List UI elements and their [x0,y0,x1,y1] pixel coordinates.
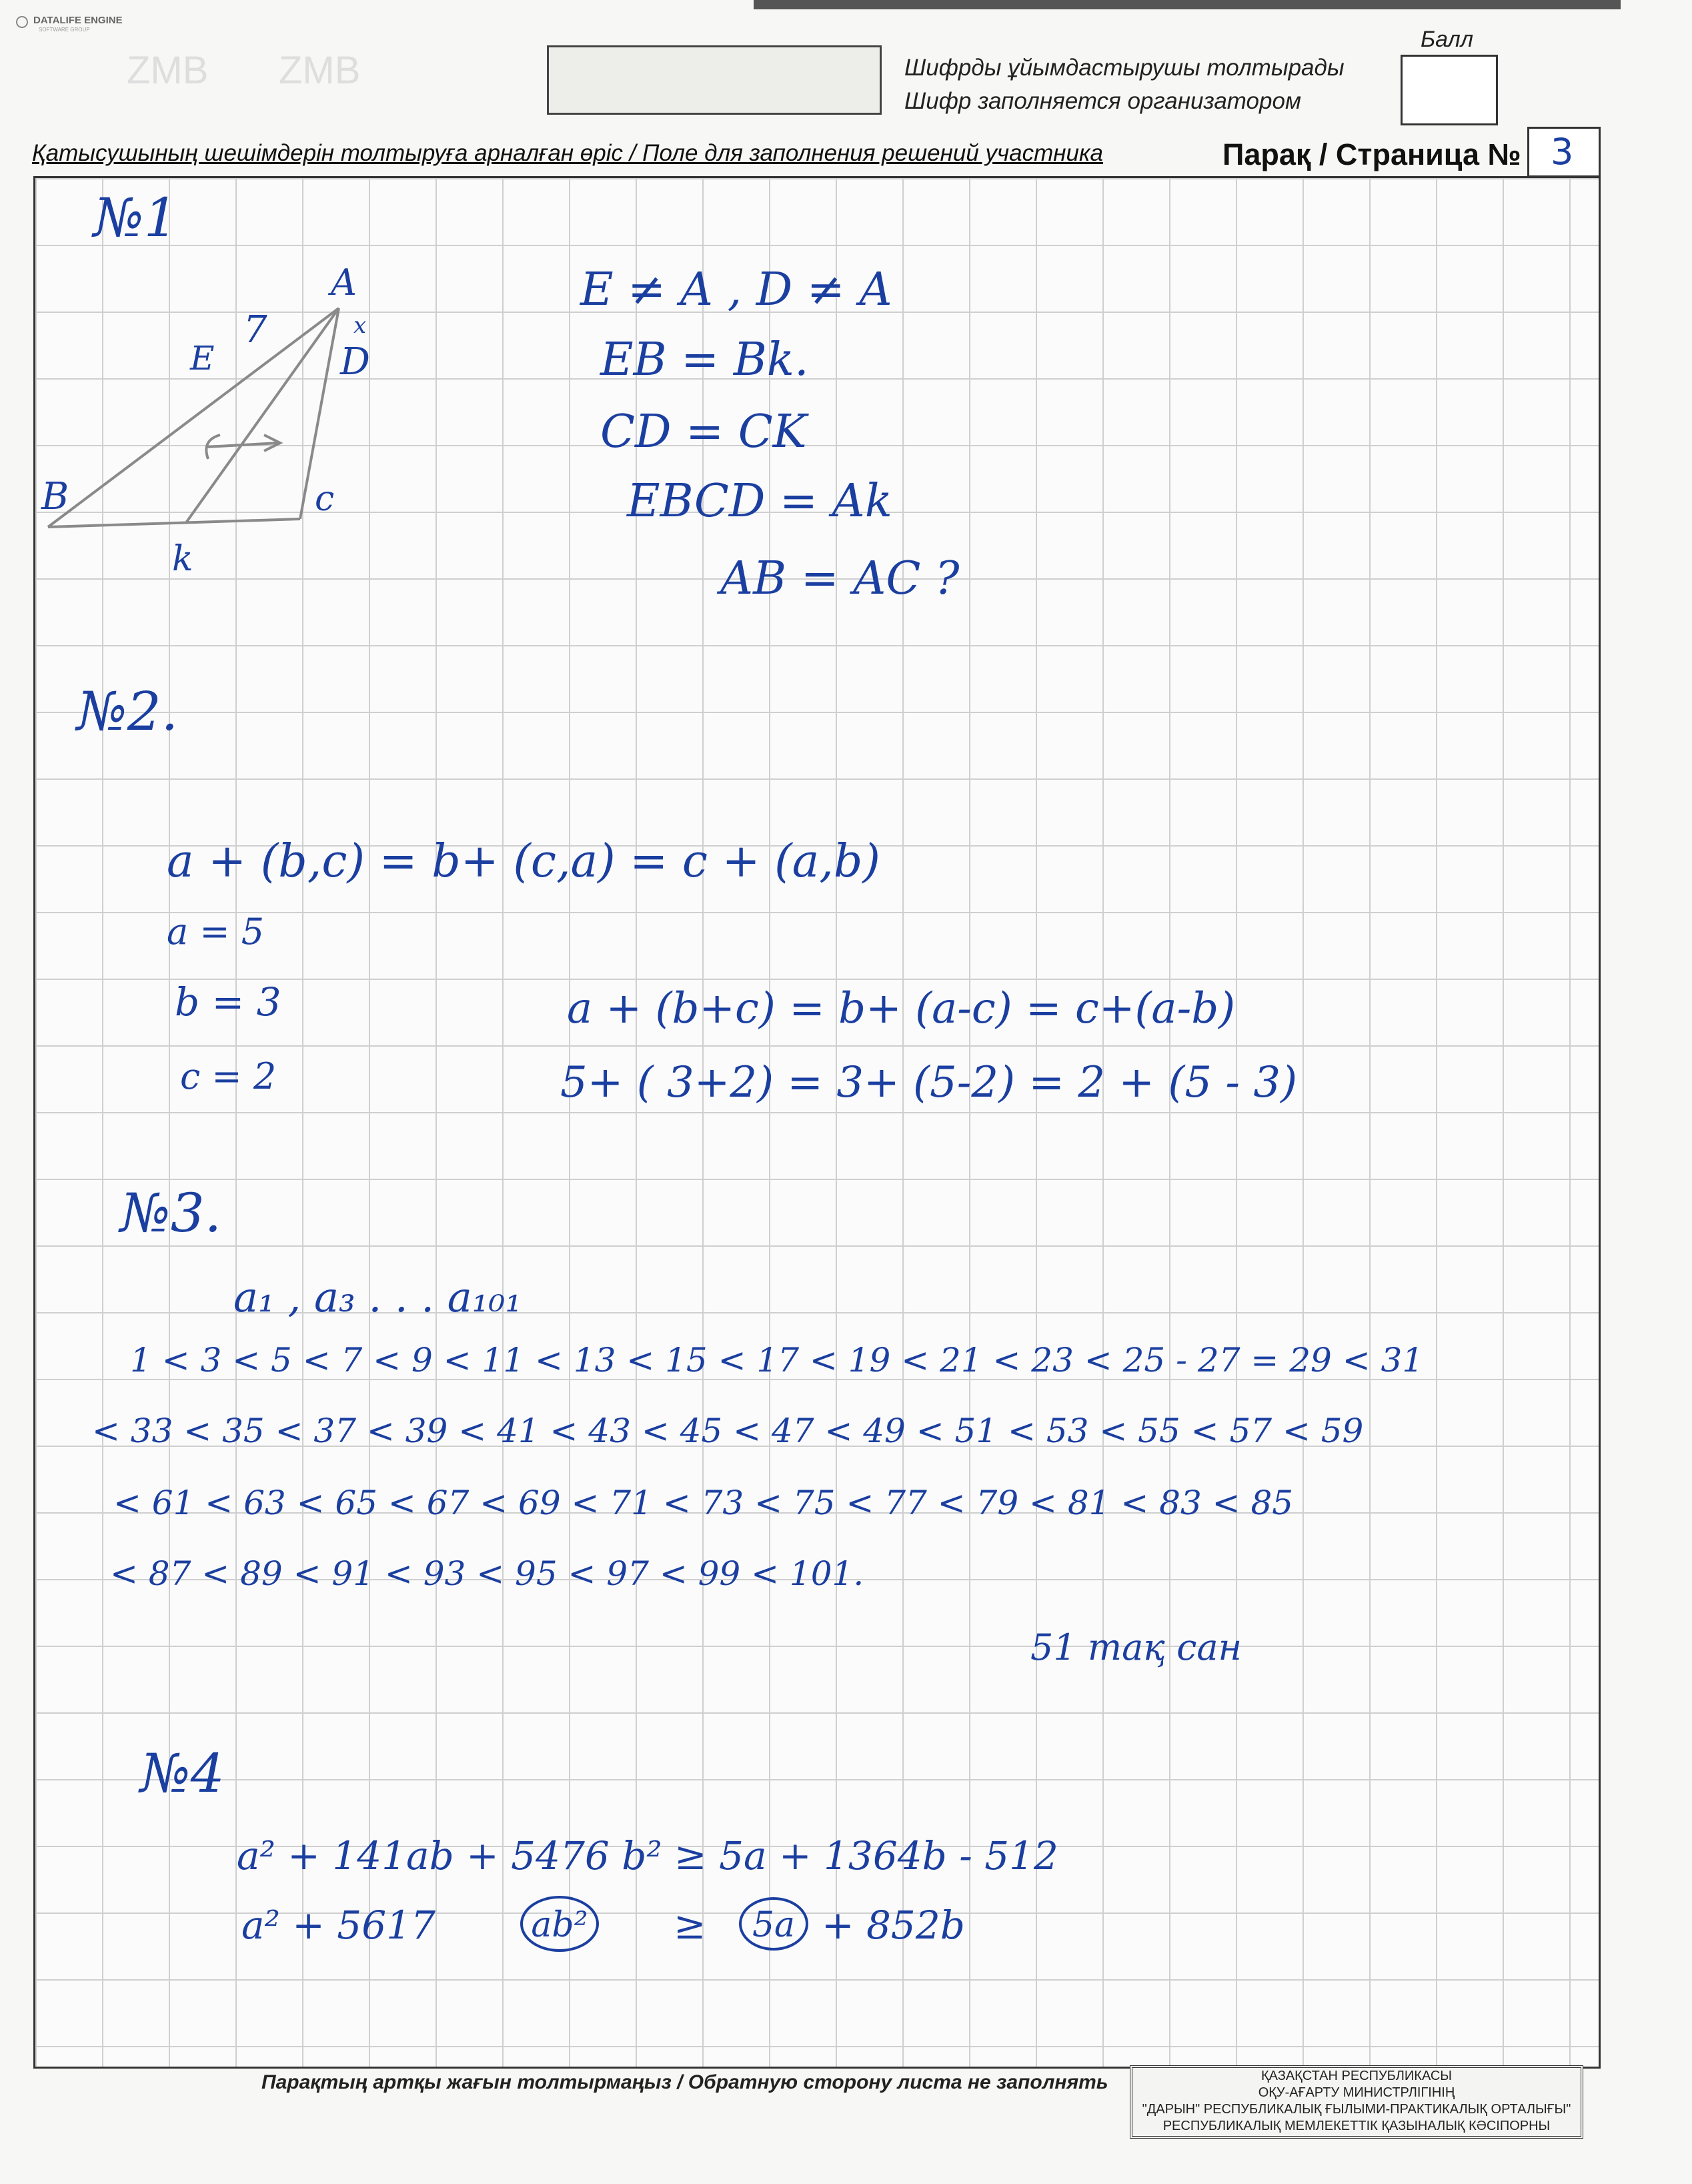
side-bc [48,519,300,527]
problem3-row-2: < 33 < 35 < 37 < 39 < 41 < 43 < 45 < 47 < 49 < 51 < 53 < 55 < 57 < 59 [92,1412,1364,1450]
problem4-title: №4 [140,1742,225,1804]
page-number: 3 [1551,131,1574,173]
point-e-label: E [190,339,215,378]
vertex-c-label: c [315,479,335,519]
problem1-line-3: CD = CK [600,406,807,458]
stamp-line-2: ОҚУ-АҒАРТУ МИНИСТРЛІГІНІҢ [1258,2085,1455,2100]
cipher-note-ru: Шифр заполняется организатором [904,88,1301,114]
problem2-value-c: c = 2 [180,1055,277,1097]
problem1-line-5: AB = AC ? [720,552,960,605]
problem4-circled-term-2: 5a [739,1897,808,1951]
problem4-line-1: a² + 141ab + 5476 b² ≥ 5a + 1364b - 512 [237,1833,1058,1878]
logo-subtext: SOFTWARE GROUP [39,27,90,33]
problem1-line-1: E ≠ A , D ≠ A [580,263,892,316]
problem4-line-2-end: + 852b [822,1902,965,1948]
vertex-b-label: B [41,475,69,518]
problem4-circled-term-1: ab² [520,1896,599,1952]
stamp-line-3: "ДАРЫН" РЕСПУБЛИКАЛЫҚ ҒЫЛЫМИ-ПРАКТИКАЛЫҚ ОРТАЛЫҒЫ" [1142,2102,1571,2117]
cipher-note-kz: Шифрды ұйымдастырушы толтырады [904,55,1345,81]
problem3-answer: 51 тақ сан [1030,1626,1242,1668]
problem2-substituted: 5+ ( 3+2) = 3+ (5-2) = 2 + (5 - 3) [560,1058,1298,1107]
problem3-sequence-head: a₁ , a₃ . . . a₁₀₁ [233,1273,522,1321]
problem4-line-2-start: a² + 5617 [241,1902,436,1948]
problem3-row-1: 1 < 3 < 5 < 7 < 9 < 11 < 13 < 15 < 17 < 19 < 21 < 23 < 25 - 27 = 29 < 31 [130,1341,1424,1380]
institution-stamp [1130,2065,1583,2139]
problem2-rewritten: a + (b+c) = b+ (a-c) = c+(a-b) [567,984,1236,1033]
problem1-line-2: EB = Bk. [600,334,809,386]
cross-mark-label: x [353,312,367,339]
problem2-value-b: b = 3 [175,979,281,1025]
score-label: Балл [1421,27,1474,52]
problem3-title: №3. [120,1182,222,1244]
problem1-line-4: EBCD = Ak [627,475,892,528]
problem1-title: №1 [93,187,178,249]
problem2-equation: a + (b,c) = b+ (c,a) = c + (a,b) [167,835,880,888]
point-k-label: k [172,539,193,579]
field-label: Қатысушының шешімдерін толтыруға арналған өріс / Поле для заполнения решений участника [32,140,1104,166]
watermark-2: ZMB [279,49,361,92]
problem3-row-3: < 61 < 63 < 65 < 67 < 69 < 71 < 73 < 75 < 77 < 79 < 81 < 83 < 85 [113,1484,1294,1522]
stamp-line-1: ҚАЗАҚСТАН РЕСПУБЛИКАСЫ [1260,2069,1453,2083]
vertex-a-label: A [331,261,357,304]
problem2-title: №2. [77,680,179,742]
point-d-label: D [340,340,370,384]
logo-text: DATALIFE ENGINE [33,15,123,26]
problem4-ge-sign: ≥ [674,1902,706,1948]
problem2-value-a: a = 5 [167,911,265,953]
page-label: Парақ / Страница № [1222,137,1521,171]
problem3-row-4: < 87 < 89 < 91 < 93 < 95 < 97 < 99 < 101. [110,1554,864,1593]
stamp-line-4: РЕСПУБЛИКАЛЫҚ МЕМЛЕКЕТТІК ҚАЗЫНАЛЫҚ КӘСІПОРНЫ [1162,2119,1551,2133]
watermark-1: ZMB [127,49,209,92]
side-mark-label: 7 [243,308,267,352]
footer-note: Парақтың артқы жағын толтырмаңыз / Обратную сторону листа не заполнять [261,2071,1108,2093]
